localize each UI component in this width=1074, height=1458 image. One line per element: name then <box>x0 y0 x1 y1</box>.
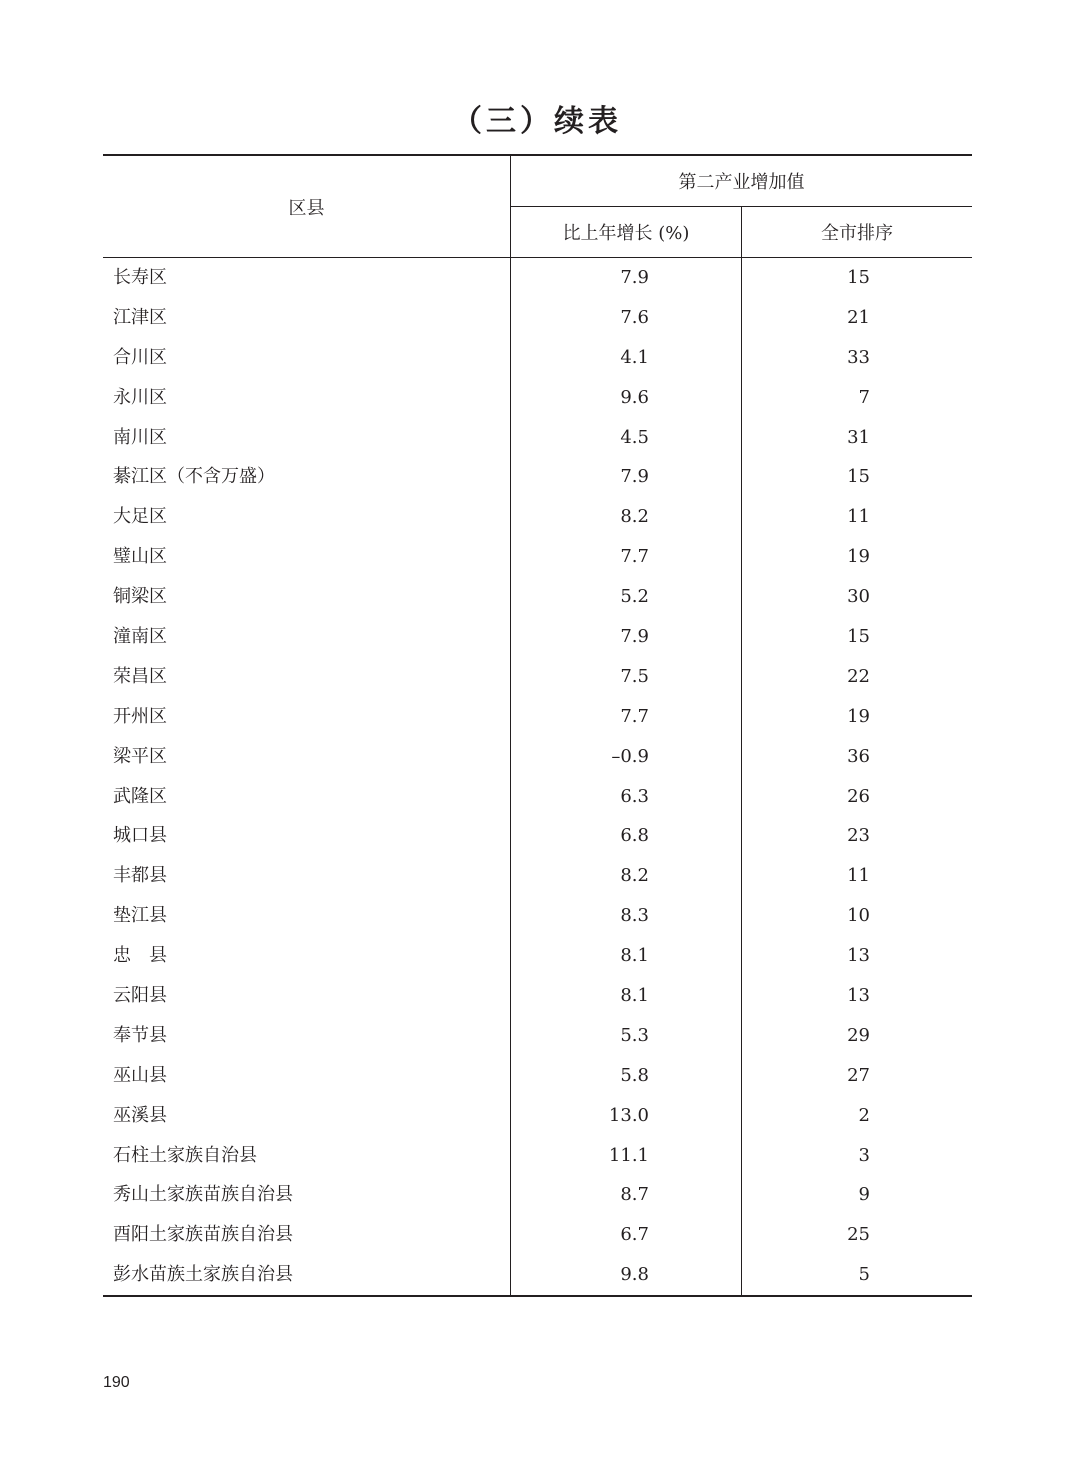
rank-cell: 25 <box>847 1224 870 1246</box>
county-name-cell: 石柱土家族自治县 <box>103 1136 511 1176</box>
county-name-cell: 城口县 <box>103 816 511 856</box>
growth-cell: 8.1 <box>511 976 742 1016</box>
growth-cell: 7.7 <box>511 537 742 577</box>
growth-cell: 7.9 <box>511 617 742 657</box>
table-row <box>103 338 972 378</box>
rank-cell: 3 <box>858 1144 870 1166</box>
growth-cell: –0.9 <box>511 737 742 777</box>
data-table <box>103 154 972 1297</box>
county-name-cell: 武隆区 <box>103 777 511 817</box>
rank-cell: 19 <box>847 546 870 568</box>
table-row <box>103 617 972 657</box>
growth-cell: 11.1 <box>511 1136 742 1176</box>
table-row <box>103 1096 972 1136</box>
growth-cell: 7.9 <box>511 457 742 497</box>
rank-cell: 29 <box>847 1024 870 1046</box>
county-name-cell: 潼南区 <box>103 617 511 657</box>
table-row <box>103 976 972 1016</box>
county-name-cell: 开州区 <box>103 697 511 737</box>
growth-cell: 8.3 <box>511 896 742 936</box>
growth-cell: 7.5 <box>511 657 742 697</box>
rank-cell: 10 <box>847 905 870 927</box>
growth-cell: 4.5 <box>511 418 742 458</box>
growth-cell: 13.0 <box>511 1096 742 1136</box>
table-row <box>103 577 972 617</box>
growth-cell: 9.6 <box>511 378 742 418</box>
rank-cell: 33 <box>847 346 870 368</box>
header-growth: 比上年增长 (%) <box>511 207 742 257</box>
table-row <box>103 657 972 697</box>
growth-cell: 8.1 <box>511 936 742 976</box>
table-row <box>103 537 972 577</box>
growth-cell: 6.8 <box>511 816 742 856</box>
table-row <box>103 777 972 817</box>
county-name-cell: 秀山土家族苗族自治县 <box>103 1175 511 1215</box>
table-body <box>103 258 972 1295</box>
county-name-cell: 彭水苗族土家族自治县 <box>103 1255 511 1295</box>
county-name-cell: 璧山区 <box>103 537 511 577</box>
growth-cell: 5.3 <box>511 1016 742 1056</box>
table-row <box>103 697 972 737</box>
growth-cell: 4.1 <box>511 338 742 378</box>
table-row <box>103 298 972 338</box>
growth-cell: 7.7 <box>511 697 742 737</box>
table-row <box>103 1056 972 1096</box>
rank-cell: 13 <box>847 985 870 1007</box>
county-name-cell: 云阳县 <box>103 976 511 1016</box>
table-row <box>103 258 972 298</box>
county-name-cell: 铜梁区 <box>103 577 511 617</box>
county-name-cell: 荣昌区 <box>103 657 511 697</box>
rank-cell: 11 <box>847 865 870 887</box>
county-name-cell: 綦江区（不含万盛） <box>103 457 511 497</box>
table-row <box>103 816 972 856</box>
county-name-cell: 巫山县 <box>103 1056 511 1096</box>
rank-cell: 26 <box>847 785 870 807</box>
county-name-cell: 梁平区 <box>103 737 511 777</box>
growth-cell: 8.2 <box>511 497 742 537</box>
table-row <box>103 1255 972 1295</box>
county-name-cell: 永川区 <box>103 378 511 418</box>
header-rank: 全市排序 <box>821 223 893 244</box>
growth-cell: 7.9 <box>511 258 742 298</box>
county-name-cell: 江津区 <box>103 298 511 338</box>
growth-cell: 6.3 <box>511 777 742 817</box>
rank-cell: 15 <box>847 267 870 288</box>
rank-cell: 9 <box>858 1184 870 1206</box>
header-secondary-industry: 第二产业增加值 <box>511 156 972 207</box>
growth-cell: 9.8 <box>511 1255 742 1295</box>
county-name-cell: 奉节县 <box>103 1016 511 1056</box>
rank-cell: 21 <box>847 306 870 328</box>
county-name-cell: 合川区 <box>103 338 511 378</box>
growth-cell: 8.2 <box>511 856 742 896</box>
rank-cell: 22 <box>847 665 870 687</box>
county-name-cell: 垫江县 <box>103 896 511 936</box>
table-row <box>103 1136 972 1176</box>
header-county: 区县 <box>103 156 511 257</box>
county-name-cell: 南川区 <box>103 418 511 458</box>
table-row <box>103 896 972 936</box>
rank-cell: 13 <box>847 945 870 967</box>
growth-cell: 6.7 <box>511 1215 742 1255</box>
rank-cell: 2 <box>858 1104 870 1126</box>
county-name-cell: 大足区 <box>103 497 511 537</box>
table-row <box>103 378 972 418</box>
growth-cell: 8.7 <box>511 1175 742 1215</box>
table-row <box>103 1016 972 1056</box>
table-row <box>103 737 972 777</box>
rank-cell: 5 <box>858 1264 870 1286</box>
table-row <box>103 1215 972 1255</box>
rank-cell: 31 <box>847 426 870 448</box>
rank-cell: 30 <box>847 586 870 608</box>
rank-cell: 19 <box>847 705 870 727</box>
rank-cell: 15 <box>847 626 870 648</box>
rank-cell: 7 <box>858 386 870 408</box>
county-name-cell: 忠 县 <box>103 936 511 976</box>
page-title: （三）续表 <box>452 104 622 139</box>
rank-cell: 11 <box>847 506 870 528</box>
table-row <box>103 497 972 537</box>
table-row <box>103 856 972 896</box>
growth-cell: 5.8 <box>511 1056 742 1096</box>
rank-cell: 23 <box>847 825 870 847</box>
growth-cell: 5.2 <box>511 577 742 617</box>
county-name-cell: 巫溪县 <box>103 1096 511 1136</box>
table-row <box>103 457 972 497</box>
table-row <box>103 418 972 458</box>
rank-cell: 15 <box>847 466 870 488</box>
county-name-cell: 长寿区 <box>103 258 511 298</box>
county-name-cell: 丰都县 <box>103 856 511 896</box>
rank-cell: 27 <box>847 1064 870 1086</box>
table-header <box>103 156 972 258</box>
table-row <box>103 1175 972 1215</box>
rank-cell: 36 <box>847 745 870 767</box>
page-number: 190 <box>103 1374 130 1391</box>
growth-cell: 7.6 <box>511 298 742 338</box>
county-name-cell: 酉阳土家族苗族自治县 <box>103 1215 511 1255</box>
table-row <box>103 936 972 976</box>
